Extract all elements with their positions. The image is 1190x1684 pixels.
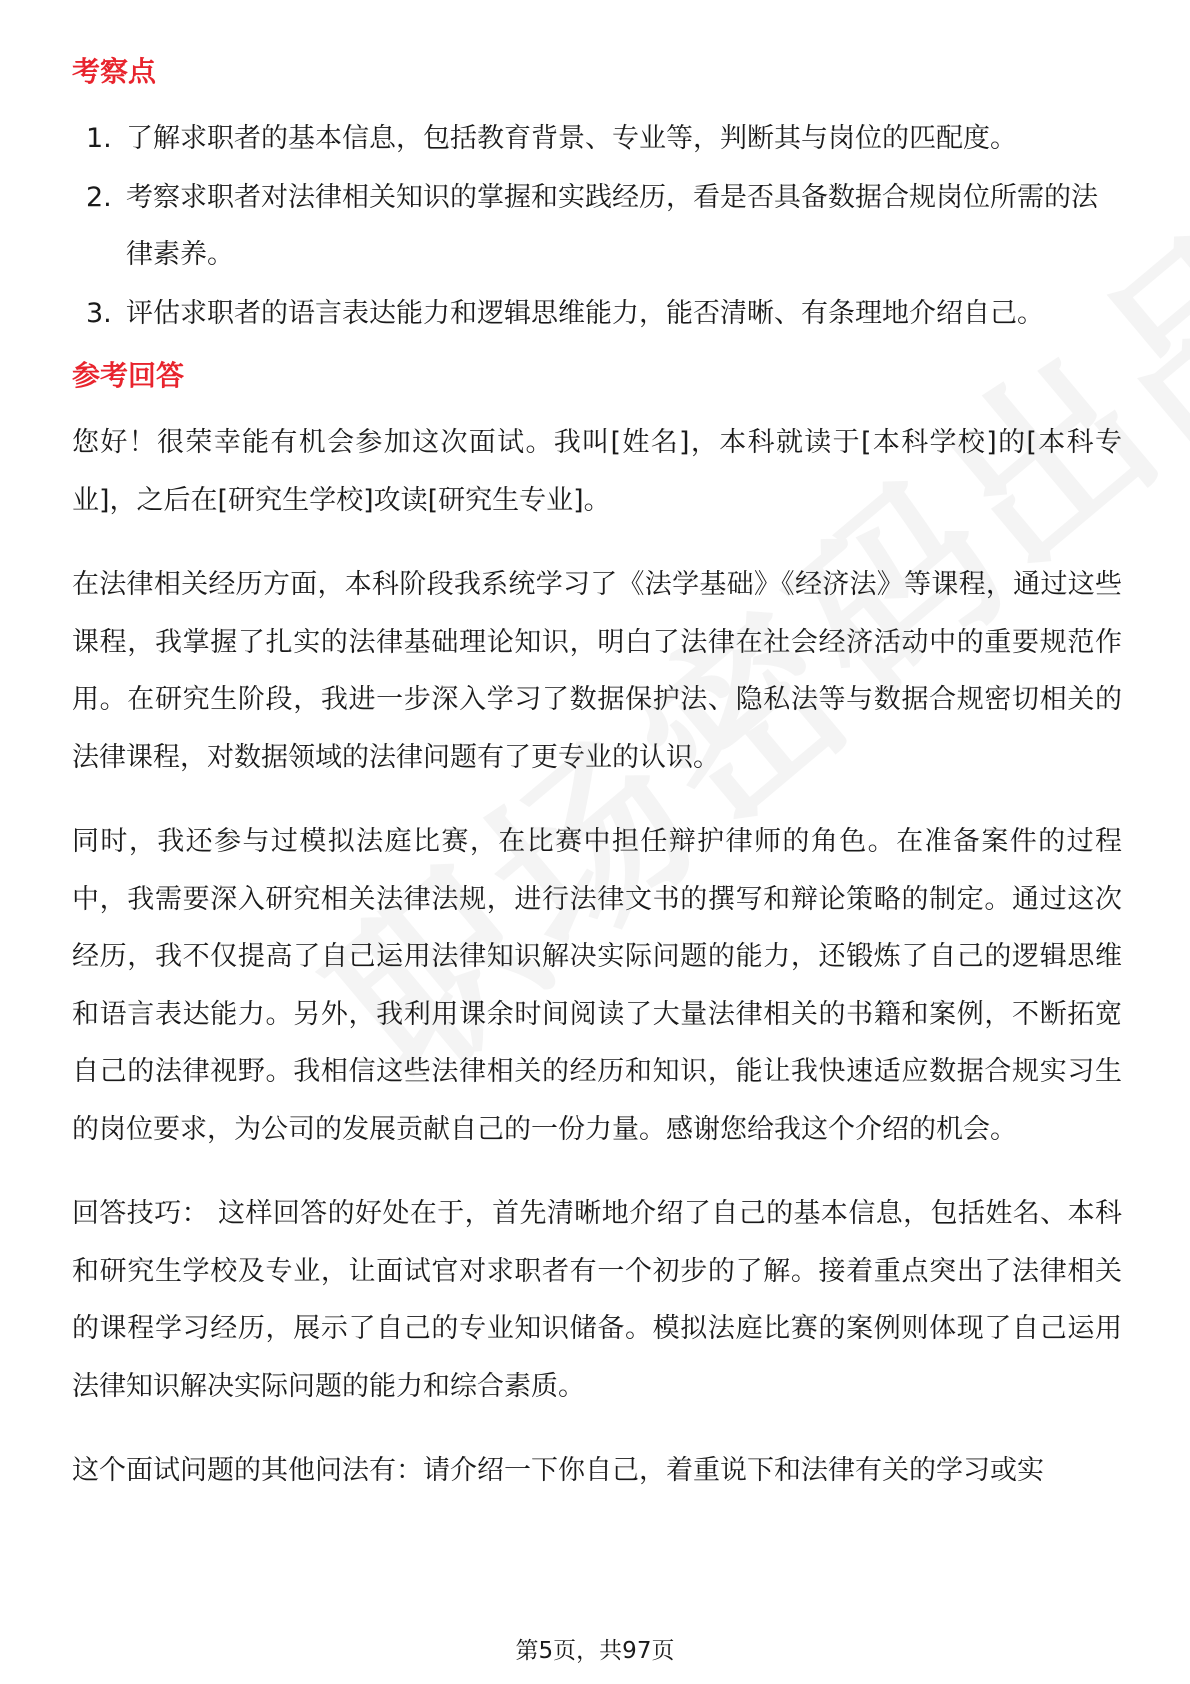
page-number-footer: 第5页，共97页: [515, 1638, 675, 1664]
answer-paragraph-moot-court: 同时，我还参与过模拟法庭比赛，在比赛中担任辩护律师的角色。在准备案件的过程中，我需要深入研究相关法律法规，进行法律文书的撰写和辩论策略的制定。通过这次经历，我不仅提高了自己运用法律知识解决实际问题的能力，还锻炼了自己的逻辑思维和语言表达能力。另外，我利用课余时间阅读了大量法律相关的书籍和案例，不断拓宽自己的法律视野。我相信这些法律相关的经历和知识，能让我快速适应数据合规实习生的岗位要求，为公司的发展贡献自己的一份力量。感谢您给我这个介绍的机会。: [72, 826, 1122, 1145]
examination-points-heading: 考察点: [72, 55, 157, 88]
answer-tips-paragraph: 回答技巧： 这样回答的好处在于，首先清晰地介绍了自己的基本信息，包括姓名、本科和研究生学校及专业，让面试官对求职者有一个初步的了解。接着重点突出了法律相关的课程学习经历，展示了自己的专业知识储备。模拟法庭比赛的案例则体现了自己运用法律知识解决实际问题的能力和综合素质。: [72, 1198, 1122, 1402]
list-item-number: 1.: [86, 123, 112, 154]
list-item-number: 3.: [86, 298, 112, 329]
list-item: [72, 285, 1122, 342]
list-item: [72, 169, 1122, 283]
alternative-questions-paragraph: 这个面试问题的其他问法有：请介绍一下你自己，着重说下和法律有关的学习或实: [72, 1455, 1044, 1486]
list-item-text: 了解求职者的基本信息，包括教育背景、专业等，判断其与岗位的匹配度。: [126, 123, 1017, 154]
list-item: [72, 110, 1122, 167]
list-item-text: 评估求职者的语言表达能力和逻辑思维能力，能否清晰、有条理地介绍自己。: [126, 298, 1044, 329]
examination-points-list: [72, 110, 1122, 342]
answer-paragraph-intro: 您好！很荣幸能有机会参加这次面试。我叫[姓名]，本科就读于[本科学校]的[本科专业]，之后在[研究生学校]攻读[研究生专业]。: [72, 427, 1122, 516]
page-content: [72, 48, 1122, 1527]
list-item-number: 2.: [86, 182, 112, 213]
reference-answer-heading: 参考回答: [72, 359, 185, 392]
list-item-text: 考察求职者对法律相关知识的掌握和实践经历，看是否具备数据合规岗位所需的法律素养。: [126, 182, 1098, 270]
answer-paragraph-legal-experience: 在法律相关经历方面，本科阶段我系统学习了《法学基础》《经济法》等课程，通过这些课程，我掌握了扎实的法律基础理论知识，明白了法律在社会经济活动中的重要规范作用。在研究生阶段，我进一步深入学习了数据保护法、隐私法等与数据合规密切相关的法律课程，对数据领域的法律问题有了更专业的认识。: [72, 569, 1122, 773]
